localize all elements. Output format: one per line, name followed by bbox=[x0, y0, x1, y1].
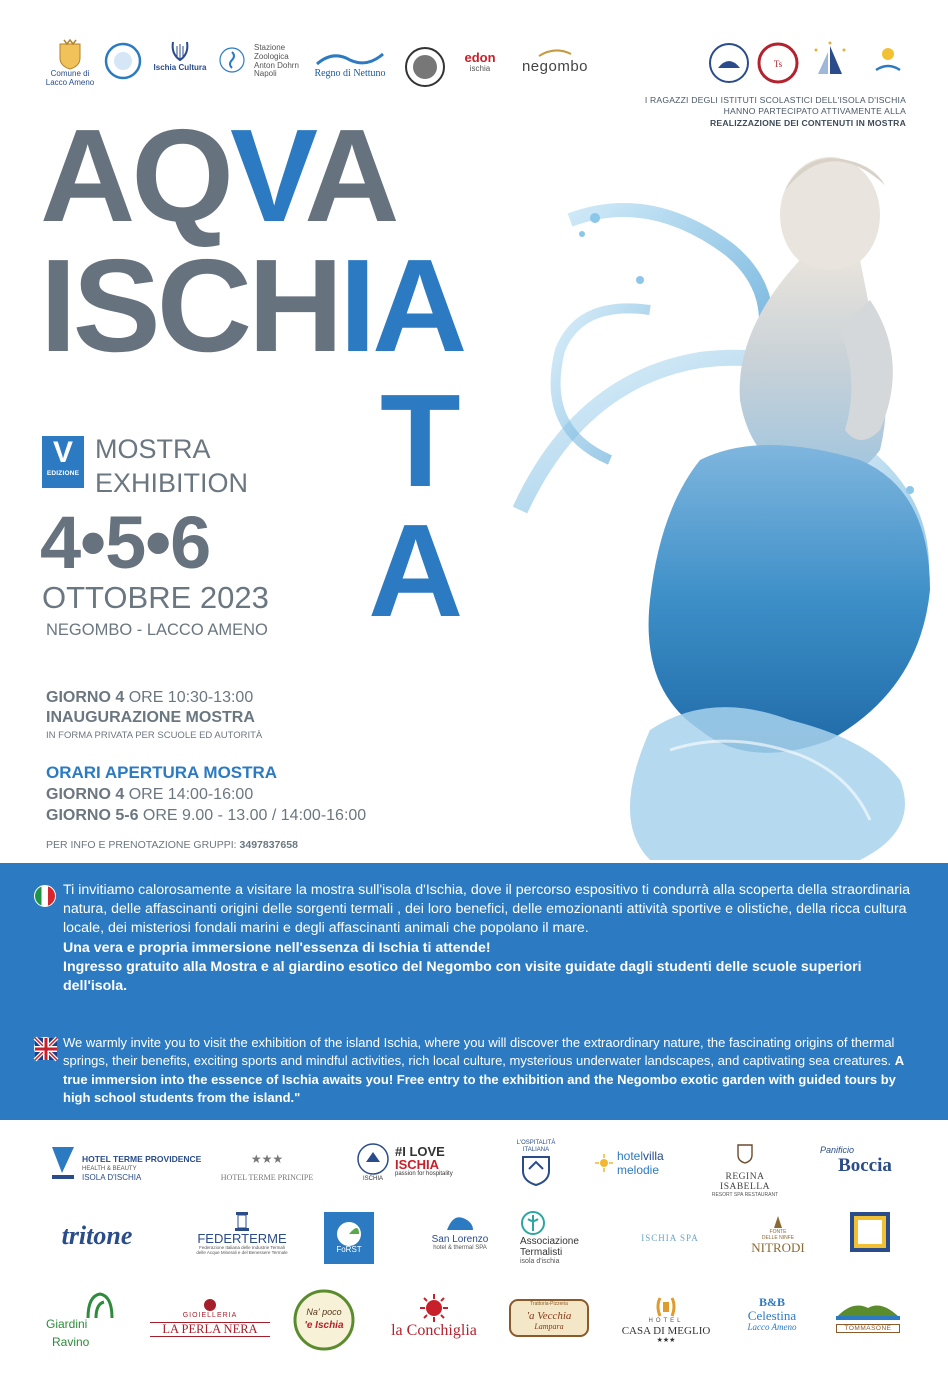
negombo-logo: negombo bbox=[515, 48, 595, 75]
sponsor-ospitalita-italiana: L'OSPITALITÀ ITALIANA bbox=[503, 1140, 569, 1187]
stars-icon: ★★★ bbox=[656, 1336, 676, 1344]
cactus-icon bbox=[82, 1290, 122, 1320]
sponsor-federalberghi-ischia: ISCHIA bbox=[354, 1142, 392, 1183]
sponsor-tommasone: TOMMASONE bbox=[836, 1298, 900, 1333]
wave-icon bbox=[315, 50, 385, 68]
school-logo-1 bbox=[707, 42, 751, 84]
lacco-ameno-crest-logo: Comune di Lacco Ameno bbox=[40, 40, 100, 88]
sponsor-i-love-ischia: #I LOVE ISCHIA passion for hospitality bbox=[395, 1144, 453, 1177]
sponsor-hotel-casa-di-meglio: HOTEL CASA DI MEGLIO ★★★ bbox=[616, 1296, 716, 1344]
school-logo-3 bbox=[805, 40, 855, 84]
edon-logo: edon ischia bbox=[464, 50, 496, 73]
school-seal-icon bbox=[757, 42, 799, 84]
svg-text:Ts: Ts bbox=[773, 59, 783, 69]
sun-icon bbox=[868, 40, 908, 80]
school-participation-note: I RAGAZZI DEGLI ISTITUTI SCOLASTICI DELL'ISOLA D'ISCHIA HANNO PARTECIPATO ATTIVAMENTE ALLA REALIZZAZIONE DEI CONTENUTI IN MOSTRA bbox=[644, 95, 906, 128]
sponsor-san-lorenzo: San Lorenzo hotel & thermal SPA bbox=[420, 1212, 500, 1252]
lacco-ameno-1950-logo bbox=[103, 42, 143, 80]
svg-text:★★★: ★★★ bbox=[250, 1152, 284, 1166]
seahorses-icon bbox=[652, 1296, 680, 1318]
inauguration-time: GIORNO 4 ORE 10:30-13:00 bbox=[46, 689, 254, 706]
sponsor-ischiti bbox=[850, 1212, 890, 1252]
inauguration-title: INAUGURAZIONE MOSTRA bbox=[46, 709, 255, 726]
edition-badge: V EDIZIONE bbox=[42, 436, 84, 488]
booking-phone[interactable]: 3497837658 bbox=[239, 839, 298, 851]
stars-sail-icon bbox=[808, 40, 852, 84]
sun-icon bbox=[595, 1154, 613, 1172]
tile-pattern-icon bbox=[850, 1212, 890, 1252]
nymph-icon bbox=[768, 1214, 788, 1230]
sponsor-regina-isabella: REGINA ISABELLA RESORT SPA RESTAURANT bbox=[700, 1142, 790, 1198]
sponsor-la-conchiglia: la Conchiglia bbox=[384, 1294, 484, 1340]
sponsor-panificio-boccia: Panificio Boccia bbox=[820, 1145, 892, 1176]
exhibition-label: MOSTRA EXHIBITION bbox=[95, 434, 249, 498]
title-vertical-t: T bbox=[380, 367, 461, 514]
sponsor-la-perla-nera: GIOIELLERIA LA PERLA NERA bbox=[150, 1298, 270, 1337]
pearl-icon bbox=[203, 1298, 217, 1312]
inauguration-note: IN FORMA PRIVATA PER SCUOLE ED AUTORITÀ bbox=[46, 730, 263, 741]
sponsor-a-vecchia-lampara: Trattoria-Pizzeria 'a Vecchia Lampara bbox=[508, 1296, 590, 1340]
seahorse-icon bbox=[218, 46, 246, 74]
school-logo-4 bbox=[866, 40, 910, 80]
opening-day5-6: GIORNO 5-6 ORE 9.00 - 13.00 / 14:00-16:00 bbox=[46, 807, 367, 824]
providence-icon bbox=[48, 1143, 78, 1183]
shield-icon bbox=[519, 1153, 553, 1187]
museum-seal-logo bbox=[402, 46, 448, 88]
regno-di-nettuno-logo: Regno di Nettuno bbox=[312, 50, 388, 79]
sponsor-hotel-terme-principe: ★★★ HOTEL TERME PRINCIPE bbox=[212, 1148, 322, 1183]
stars-icon bbox=[250, 1148, 284, 1168]
forst-icon bbox=[324, 1212, 374, 1264]
termalisti-icon bbox=[520, 1210, 546, 1236]
sun-face-icon bbox=[417, 1294, 451, 1322]
column-icon bbox=[232, 1210, 252, 1232]
opening-day4: GIORNO 4 ORE 14:00-16:00 bbox=[46, 786, 254, 803]
sponsor-ischia-spa: ISCHIA SPA bbox=[641, 1233, 699, 1243]
water-statue-illustration bbox=[500, 130, 948, 865]
griffin-icon bbox=[443, 1212, 477, 1234]
title-aqva: AQVA bbox=[40, 102, 396, 249]
school-logo-2 bbox=[756, 42, 800, 84]
ischia-cultura-logo: Ischia Cultura bbox=[150, 38, 210, 73]
event-place: NEGOMBO - LACCO AMENO bbox=[46, 621, 268, 639]
description-band bbox=[0, 863, 948, 1120]
uk-flag-icon bbox=[34, 1037, 56, 1059]
sponsor-forst: FoRST bbox=[324, 1212, 374, 1264]
island-landscape-icon bbox=[836, 1298, 900, 1320]
booking-info: PER INFO E PRENOTAZIONE GRUPPI: 3497837658 bbox=[46, 839, 298, 851]
title-vertical-a: A bbox=[368, 497, 464, 644]
title-ischia: ISCHIA bbox=[40, 232, 464, 379]
sponsor-na-poco-e-ischia: Na' poco 'e Ischia bbox=[292, 1288, 356, 1352]
sponsor-federterme: FEDERTERME Federazione Italiana delle Industrie Termali delle Acque Minerali e del Benessere Termale bbox=[182, 1210, 302, 1256]
badge-icon bbox=[104, 42, 142, 80]
description-italian: Ti invitiamo calorosamente a visitare la mostra sull'isola d'Ischia, dove il percorso espositivo ti condurrà alla scoperta della straordinaria natura, delle affascinanti origini delle sorgenti termali , dei loro benefici, delle emozionanti attività sportive e olistiche, della ricca cultura locale, dei misteriosi fondali marini e degli affascinanti animali che popolano il mare. Una vera e propria immersione nell'essenza di Ischia ti attende! Ingresso gratuito alla Mostra e al giardino esotico del Negombo con visite guidate dagli studenti delle scuole superiori dell'isola. bbox=[63, 882, 911, 995]
leaf-icon bbox=[535, 48, 575, 58]
event-month-year: OTTOBRE 2023 bbox=[42, 580, 269, 615]
federalberghi-icon bbox=[356, 1142, 390, 1176]
italian-flag-icon bbox=[34, 885, 56, 907]
union-jack-icon bbox=[35, 1038, 57, 1060]
lyre-icon bbox=[167, 38, 193, 64]
crest-icon bbox=[735, 1142, 755, 1164]
opening-hours-title: ORARI APERTURA MOSTRA bbox=[46, 763, 278, 782]
description-english: We warmly invite you to visit the exhibition of the island Ischia, where you will discover the extraordinary nature, the fascinating origins of thermal springs, their benefits, exciting sports and mindful activities, rich local culture, mysterious underwater landscapes, and captivating sea creatures. A true immersion into the essence of Ischia awaits you! Free entry to the exhibition and the Negombo exotic garden with guided tours by high school students from the island." bbox=[63, 1035, 904, 1106]
school-seal-icon bbox=[708, 42, 750, 84]
seal-icon bbox=[404, 46, 446, 88]
sponsor-tritone: tritone bbox=[61, 1221, 133, 1250]
top-logo-strip: Comune di Lacco Ameno Ischia Cultura Stazione Zoologica Anton Dohrn Napoli Regno di Nettuno edon ischia negombo Ts bbox=[0, 30, 948, 100]
event-days: 4•5•6 bbox=[40, 501, 211, 584]
crest-icon bbox=[58, 40, 82, 70]
sponsor-associazione-termalisti: Associazione Termalisti isola d'ischia bbox=[520, 1210, 600, 1266]
sponsor-fonte-nitrodi: FONTE DELLE NINFE NITRODI bbox=[742, 1214, 814, 1255]
sponsor-bb-celestina: B&B Celestina Lacco Ameno bbox=[747, 1295, 797, 1333]
